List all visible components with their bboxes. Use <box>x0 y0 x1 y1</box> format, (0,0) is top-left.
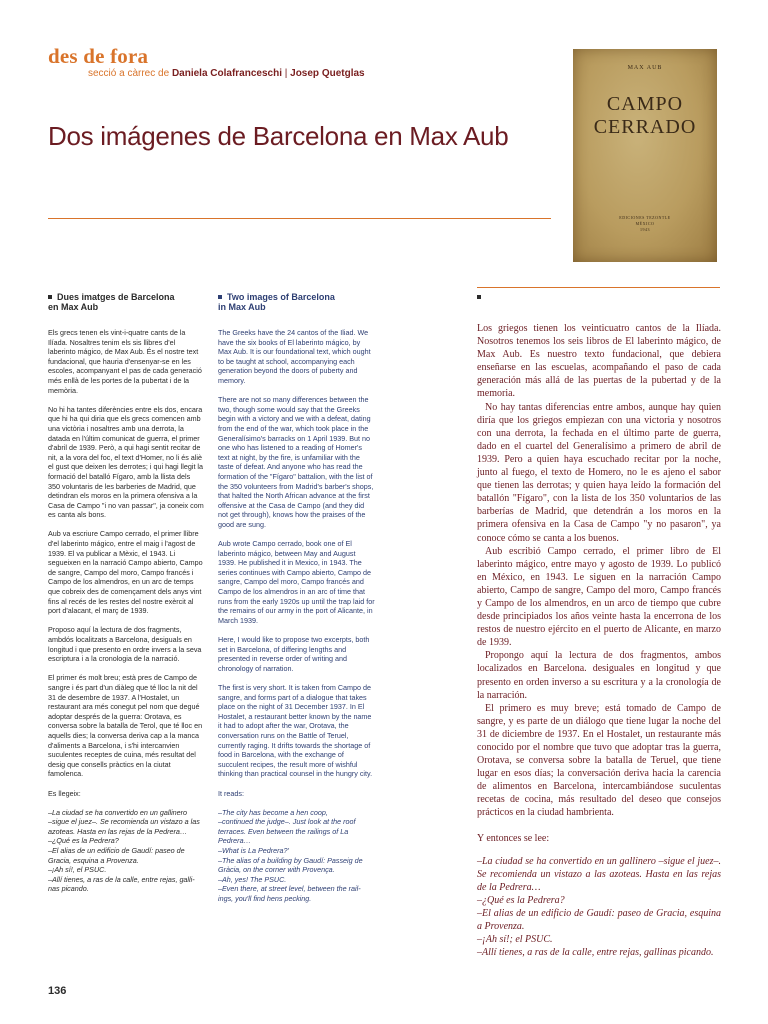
page-number: 136 <box>48 985 67 997</box>
title-divider <box>48 218 551 219</box>
quote-line: –El alias de un edificio de Gaudí: paseo de Gracia, esquina a Provenza. <box>477 908 721 933</box>
book-cover-title-line2: CERRADO <box>593 116 697 138</box>
quote-line: –Allí tienes, a ras de la calle, entre rejas, galli- <box>48 874 195 884</box>
catalan-paragraph: Aub va escriure Campo cerrado, el primer llibre d'el laberinto mágico, entre el maig i l'agost de 1939. El va publicar a Mèxic, el 1943. Li segueixen en la narració Campo abierto, Campo de sangre, Campo del moro, Campo francés i Campo de los almendros, en un arc de temps que cobreix des de començament dels anys vint fins al recés de les restes del nostre exèrcit al port d'alacant, el març de 1939. <box>48 529 203 616</box>
quote-line: –The city has become a hen coop, <box>218 807 328 817</box>
credit-name-2: Josep Quetglas <box>290 68 365 79</box>
quote-line: –¿Qué es la Pedrera? <box>477 894 565 906</box>
quote-line: –Even there, at street level, between the rail- <box>218 884 361 894</box>
credit-prefix: secció a càrrec de <box>88 68 172 79</box>
quote-line: –¡Ah sí!; el PSUC. <box>477 934 553 946</box>
quote-line: –The alias of a building by Gaudí: Passeig de <box>218 855 363 865</box>
english-paragraph: The first is very short. It is taken from Campo de sangre, and forms part of a dialogue that takes place on the night of 31 December 1937. In El Hostalet, a restaurant better known by the name it had to adopt after the war, Orotava, the conversation runs on the Battle of Teruel, currently raging. It drifts towards the shortage of food in Barcelona, with the exchange of succulent recipes, the result more of wishful thinking than practical counsel in the hungry city. <box>218 682 373 779</box>
english-column <box>218 328 375 904</box>
bullet-square-icon <box>477 295 481 299</box>
spanish-column-divider <box>477 287 720 288</box>
quote-line: Gràcia, on the corner with Provença. <box>218 865 335 875</box>
spanish-paragraph: El primero es muy breve; está tomado de Campo de sangre, y es parte de un diálogo que tiene lugar la noche del 31 de diciembre de 1937. En el Hostalet, un restaurante más conocido por el nombre que tuvo que adoptar tras la guerra, Orotava, se conversa sobre la batalla de Teruel, que tiene lugar en esos días; la conversación deriva hacia la carencia de alimentos en Barcelona, intercambiándose suculentas recetas de cocina, más resultado del deseo que consejos prácticos en la ciudad hambrienta. <box>477 702 721 819</box>
spanish-paragraph: Los griegos tienen los veinticuatro cantos de la Ilíada. Nosotros tenemos los seis libros de El laberinto mágico, de Max Aub. Es nuestro texto fundacional, que debiera enseñarse en las escuelas, acompañando el paso de cada generación más allá de las puertas de la pubertad y de la memoria. <box>477 323 721 400</box>
english-paragraph: Here, I would like to propose two excerpts, both set in Barcelona, of differing lengths and presented in reverse order of writing and chronology of narration. <box>218 635 370 673</box>
bullet-square-icon <box>218 295 222 299</box>
book-cover-publisher-line1: EDICIONES TEZONTLE <box>619 215 671 220</box>
quote-line: –La ciudad se ha convertido en un gallinero <box>48 807 188 817</box>
spanish-quote <box>477 855 721 960</box>
catalan-column-heading <box>48 292 204 312</box>
quote-line: –What is La Pedrera?' <box>218 846 289 856</box>
quote-line: terraces. Even between the railings of La <box>218 826 349 836</box>
book-cover-title <box>573 93 717 139</box>
catalan-paragraph: Els grecs tenen els vint-i-quatre cants de la Ilíada. Nosaltres tenim els sis llibres d'el laberinto mágico, de Max Aub. És el nostre text fundacional, que hauria d'ensenyar-se en les escoles, acompanyant el pas de cada generació més enllà de les portes de la pubertat i de la memòria. <box>48 328 202 395</box>
english-column-heading <box>218 292 375 312</box>
credit-name-1: Daniela Colafranceschi <box>171 68 282 79</box>
quote-line: ings, you'll find hens pecking. <box>218 894 312 904</box>
english-paragraph: Aub wrote Campo cerrado, book one of El laberinto mágico, between May and August 1939. He published it in Mexico, in 1943. The series continues with Campo abierto, Campo de sangre, Campo del moro, Campo francés and Campo de los almendros in an arc of time that runs from the early 1920s up until the trap laid for the remains of our army in the port of Alicante, in March 1939. <box>218 539 375 625</box>
catalan-paragraph: Es llegeix: <box>48 788 81 798</box>
book-cover-image <box>573 49 717 262</box>
spanish-paragraph: Propongo aquí la lectura de dos fragmentos, ambos localizados en Barcelona. desiguales en longitud y que presento en orden inverso a su escritura y a la cronología de la narración. <box>477 650 721 701</box>
quote-line: –continued the judge–. Just look at the roof <box>218 817 356 827</box>
quote-line: –Allí tienes, a ras de la calle, entre rejas, gallinas picando. <box>477 947 714 959</box>
quote-line: –La ciudad se ha convertido en un gallinero –sigue el juez–. Se recomienda un vistazo a las azoteas. Hasta en las rejas de la Pedrera… <box>477 855 721 893</box>
catalan-paragraph: El primer és molt breu; està pres de Campo de sangre i és part d'un diàleg que té lloc la nit del 31 de desembre de 1937. A l'Hostalet, un restaurant ara més conegut pel nom que degué adoptar després de la guerra: Orotava, es conversa sobre la batalla de Terol, que té lloc en aquells dies; la conversa deriva cap a la manca d'aliments a Barcelona, i s'hi intercanvien suculentes receptes de cuina, més resultat del desig que consells pràctics en la ciutat famolenca. <box>48 673 203 779</box>
quote-line: nas picando. <box>48 884 89 894</box>
catalan-paragraph: No hi ha tantes diferències entre els dos, encara que hi ha qui diria que els grecs comencen amb una victòria i nosaltres amb una derrota, la datada en l'últim comunicat de guerra, el primer d'abril de 1939. Però, a qui hagi sentit recitar de nit, a la vora del foc, el text d'Homer, no li és aliè el gust que deixen les derrotes; i qui hagi llegit la formació del batalló Fígaro, amb la llista dels 350 voluntaris de les barberies de Madrid, que detindran els moros en la primera ofensiva a la Casa de Campo "i no van passar", ja coneix com es canta als bons. <box>48 404 204 520</box>
english-quote <box>218 808 375 904</box>
english-heading-line1: Two images of Barcelona <box>227 292 335 302</box>
quote-line: azoteas. Hasta en las rejas de la Pedrera… <box>48 826 188 836</box>
section-title: des de fora <box>48 44 149 68</box>
english-paragraph: It reads: <box>218 788 244 798</box>
book-cover-author: MAX AUB <box>627 65 663 71</box>
english-paragraph: The Greeks have the 24 cantos of the Iliad. We have the six books of El laberinto mágico, by Max Aub. It is our foundational text, which ought to be taught at school, accompanying each generation beyond the doors of puberty and memory. <box>218 328 371 385</box>
spanish-column-heading <box>477 292 486 302</box>
spanish-paragraph: Aub escribió Campo cerrado, el primer libro de El laberinto mágico, entre mayo y agosto de 1939. Lo publicó en México, en 1943. Le siguen en la narración Campo abierto, Campo de sangre, Campo del moro, Campo francés y Campo de los almendros, en un arco de tiempo que cubre desde principiados los años veinte hasta la encerrona de los restos de nuestro ejército en el puerto de Alicante, en marzo de 1939. <box>477 545 721 649</box>
quote-line: –¿Qué es la Pedrera? <box>48 836 119 846</box>
quote-line: Pedrera… <box>218 836 251 846</box>
catalan-heading-line2: en Max Aub <box>48 302 99 312</box>
bullet-square-icon <box>48 295 52 299</box>
quote-line: –¡Ah sí!, el PSUC. <box>48 865 107 875</box>
quote-line: –sigue el juez–. Se recomienda un vistazo a las <box>48 817 200 827</box>
book-cover-title-line1: CAMPO <box>606 93 684 115</box>
book-cover-publisher-line3: 1943 <box>640 227 650 232</box>
english-paragraph: There are not so many differences between the two, though some would say that the Greeks begin with a victory and we with a defeat, dating from the end of the war, which took place in the Generalísimo's barracks on 1 April 1939. But no one who has listened to a reading of Homer's text at night, by the fire, is unfamiliar with the taste of defeat. And anyone who has read the formation of the "Fígaro" battalion, with the list of the 350 volunteers from Madrid's barber's shops, that halted the North African advance at the first offensive at the Casa de Campo (and they did not get through), knows how the praises of the good are sung. <box>218 395 374 529</box>
catalan-quote <box>48 808 204 894</box>
credit-separator: | <box>281 68 291 79</box>
quote-line: –El alias de un edificio de Gaudí: paseo de <box>48 846 185 856</box>
english-heading-line2: in Max Aub <box>218 302 266 312</box>
spanish-paragraph: Y entonces se lee: <box>477 832 550 844</box>
spanish-column <box>477 322 721 959</box>
section-credit <box>88 68 365 79</box>
catalan-column <box>48 328 204 894</box>
book-cover-publisher-line2: MÉXICO <box>635 221 655 226</box>
spanish-paragraph: No hay tantas diferencias entre ambos, aunque hay quien diría que los griegos empiezan con una victoria y nosotros con una derrota, la fechada en el último parte de guerra, dado en el cuartel del Generalísimo a primero de abril de 1939. Pero a quien haya escuchado recitar por la noche, junto al fuego, el texto de Homero, no le es ajeno el sabor que tienen las derrotas; y quien haya leído la formación del batallón "Fígaro", con la lista de los 350 voluntarios de las barberías de Madrid, que detendrán a los moros en la primera ofensiva en la Casa de Campo "y no pasaron", ya conoce cómo se canta a los buenos. <box>477 401 721 544</box>
quote-line: –Ah, yes! The PSUC. <box>218 874 287 884</box>
quote-line: Gracia, esquina a Provenza. <box>48 855 139 865</box>
book-cover-publisher <box>573 215 717 233</box>
catalan-paragraph: Proposo aquí la lectura de dos fragments, ambdós localitzats a Barcelona, desiguals en longitud i que presento en ordre invers a la seva escriptura i a la cronologia de la narració. <box>48 625 202 664</box>
article-title: Dos imágenes de Barcelona en Max Aub <box>48 121 509 151</box>
catalan-heading-line1: Dues imatges de Barcelona <box>57 292 175 302</box>
